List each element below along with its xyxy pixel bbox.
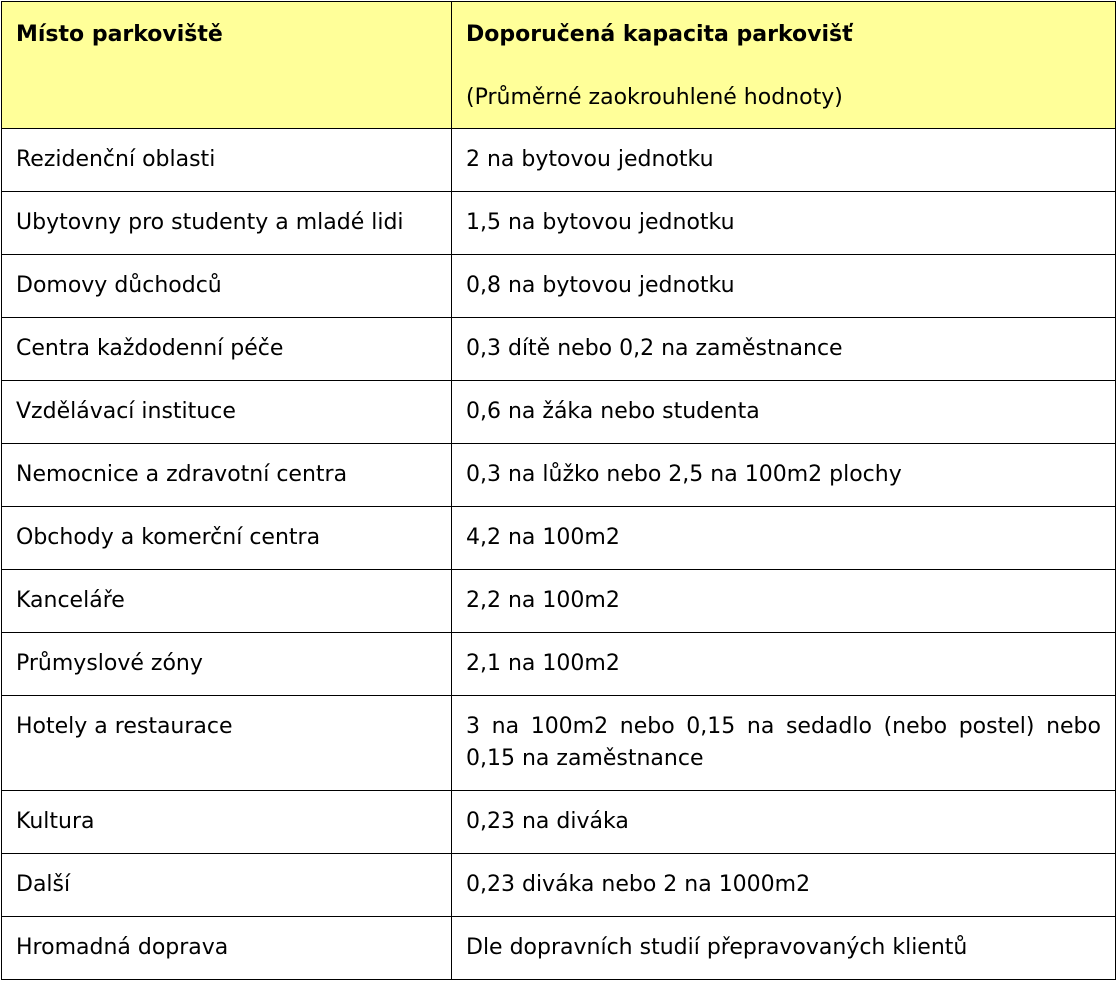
capacity-cell: 1,5 na bytovou jednotku <box>452 192 1116 255</box>
table-row <box>2 917 1116 980</box>
place-cell: Průmyslové zóny <box>2 633 452 696</box>
table-row <box>2 633 1116 696</box>
table-row <box>2 192 1116 255</box>
place-cell: Kanceláře <box>2 570 452 633</box>
header-place <box>2 2 452 129</box>
capacity-cell: 2 na bytovou jednotku <box>452 129 1116 192</box>
place-cell: Hromadná doprava <box>2 917 452 980</box>
capacity-cell: 3 na 100m2 nebo 0,15 na sedadlo (nebo postel) nebo 0,15 na zaměstnance <box>452 696 1116 791</box>
header-capacity-label: Doporučená kapacita parkovišť <box>466 22 853 47</box>
place-cell: Vzdělávací instituce <box>2 381 452 444</box>
place-cell: Kultura <box>2 791 452 854</box>
table-row <box>2 255 1116 318</box>
capacity-cell: 0,3 dítě nebo 0,2 na zaměstnance <box>452 318 1116 381</box>
place-cell: Rezidenční oblasti <box>2 129 452 192</box>
capacity-cell: 4,2 na 100m2 <box>452 507 1116 570</box>
capacity-cell: 2,2 na 100m2 <box>452 570 1116 633</box>
capacity-cell: 0,3 na lůžko nebo 2,5 na 100m2 plochy <box>452 444 1116 507</box>
header-capacity <box>452 2 1116 129</box>
parking-capacity-table <box>1 1 1116 980</box>
place-cell: Centra každodenní péče <box>2 318 452 381</box>
table-row <box>2 854 1116 917</box>
header-place-label: Místo parkoviště <box>16 22 223 47</box>
table-row <box>2 129 1116 192</box>
header-capacity-note: (Průměrné zaokrouhlené hodnoty) <box>466 85 843 110</box>
table-row <box>2 318 1116 381</box>
capacity-cell: 0,23 diváka nebo 2 na 1000m2 <box>452 854 1116 917</box>
place-cell: Domovy důchodců <box>2 255 452 318</box>
capacity-cell: 2,1 na 100m2 <box>452 633 1116 696</box>
place-cell: Ubytovny pro studenty a mladé lidi <box>2 192 452 255</box>
table-row <box>2 444 1116 507</box>
table-row <box>2 791 1116 854</box>
table-row <box>2 696 1116 791</box>
capacity-cell: 0,23 na diváka <box>452 791 1116 854</box>
table-row <box>2 381 1116 444</box>
place-cell: Obchody a komerční centra <box>2 507 452 570</box>
place-cell: Hotely a restaurace <box>2 696 452 791</box>
place-cell: Další <box>2 854 452 917</box>
capacity-cell: 0,8 na bytovou jednotku <box>452 255 1116 318</box>
table-header-row <box>2 2 1116 129</box>
capacity-cell: 0,6 na žáka nebo studenta <box>452 381 1116 444</box>
place-cell: Nemocnice a zdravotní centra <box>2 444 452 507</box>
table-row <box>2 507 1116 570</box>
table-row <box>2 570 1116 633</box>
capacity-cell: Dle dopravních studií přepravovaných klientů <box>452 917 1116 980</box>
